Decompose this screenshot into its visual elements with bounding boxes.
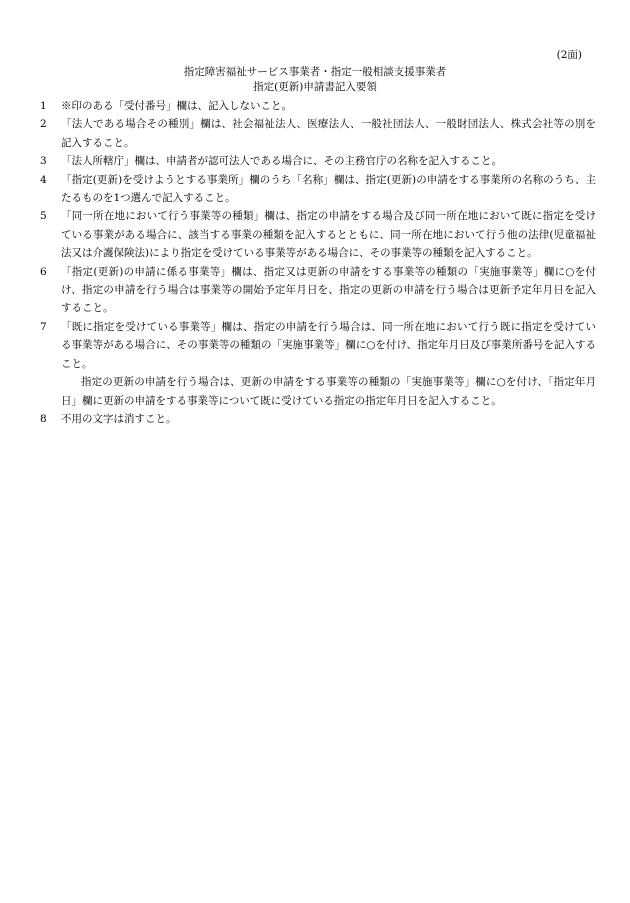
list-item [40,263,596,318]
item-number: 7 [40,320,47,333]
item-number: 5 [40,210,47,223]
list-item [40,318,596,410]
item-text: 「既に指定を受けている事業等」欄は、指定の申請を行う場合は、同一所在地において行う既に指定を受けている事業等がある場合に、その事業等の種類の「実施事業等」欄に○を付け、指定年月日及び事業所番号を記入すること。 [61,320,596,370]
item-text: ※印のある「受付番号」欄は、記入しないこと。 [61,100,292,112]
item-number: 2 [40,118,47,131]
page-number: (2面) [556,49,582,61]
item-body [61,152,596,170]
list-item [40,410,596,428]
item-text-continuation: 指定の更新の申請を行う場合は、更新の申請をする事業等の種類の「実施事業等」欄に○を付け、「指定年月日」欄に更新の申請をする事業等について既に受けている指定の指定年月日を記入すること。 [61,376,596,407]
list-item [40,171,596,208]
list-item [40,207,596,262]
document-title-line2: 指定(更新)申請書記入要領 [253,81,377,93]
item-body [61,207,596,262]
item-number: 4 [40,173,47,186]
item-body [61,318,596,410]
item-text: 「法人である場合その種別」欄は、社会福祉法人、医療法人、一般社団法人、一般財団法人、株式会社等の別を記入すること。 [61,118,596,149]
item-text: 「指定(更新)の申請に係る事業等」欄は、指定又は更新の申請をする事業等の種類の「実施事業等」欄に○を付け、指定の申請を行う場合は事業等の開始予定年月日を、指定の更新の申請を行う場合は更新予定年月日を記入すること。 [61,265,596,315]
item-number: 1 [40,100,47,112]
item-text: 不用の文字は消すこと。 [61,412,177,425]
item-text: 「法人所轄庁」欄は、申請者が認可法人である場合に、その主務官庁の名称を記入すること。 [61,155,502,168]
item-number: 3 [40,155,47,168]
document-title-line1: 指定障害福祉サービス事業者・指定一般相談支援事業者 [183,66,447,78]
list-item [40,97,596,115]
item-body [61,171,596,208]
item-number: 8 [40,412,47,425]
item-body [61,97,596,115]
item-body [61,410,596,428]
item-text: 「指定(更新)を受けようとする事業所」欄のうち「名称」欄は、指定(更新)の申請をする事業所の名称のうち、主たるものを1つ選んで記入すること。 [61,173,596,205]
list-item [40,115,596,152]
list-item [40,152,596,170]
item-body [61,115,596,152]
instruction-list [40,97,596,428]
item-text: 「同一所在地において行う事業等の種類」欄は、指定の申請をする場合及び同一所在地において既に指定を受けている事業がある場合に、該当する事業の種類を記入するとともに、同一所在地において行う他の法律(児童福祉法又は介護保険法)により指定を受けている事業等がある場合に、その事業等の種類を記入すること。 [61,210,596,260]
item-body [61,263,596,318]
item-number: 6 [40,265,47,278]
